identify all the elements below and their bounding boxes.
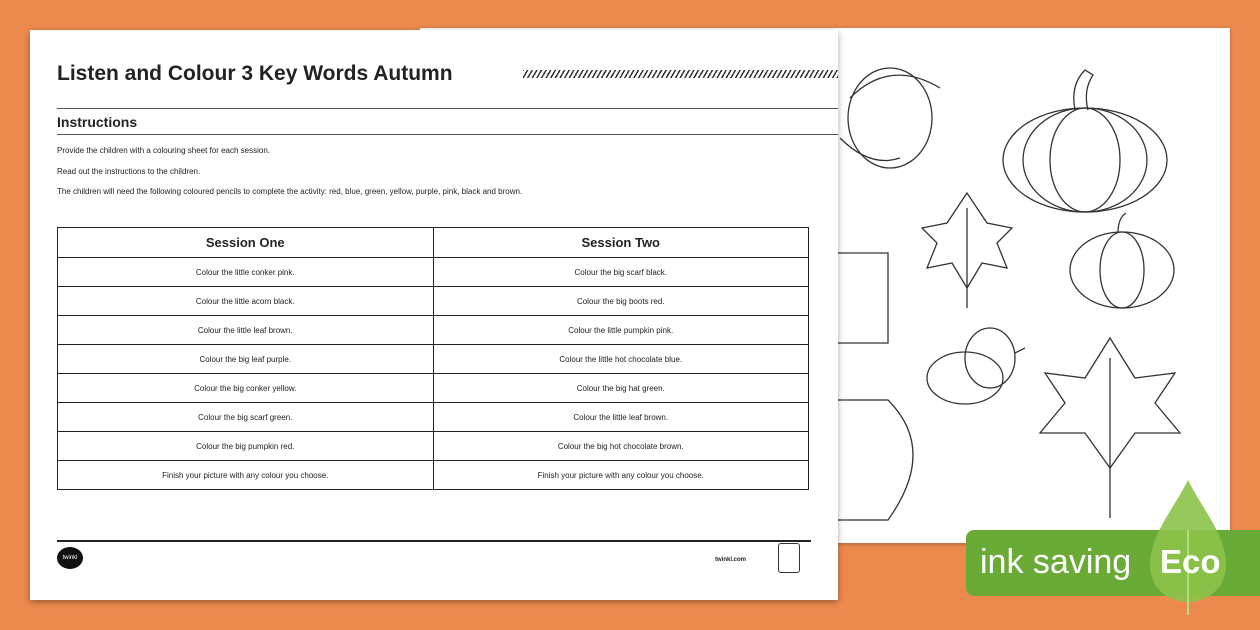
cell: Finish your picture with any colour you choose.	[58, 461, 434, 490]
title-hatch-decoration	[523, 70, 838, 78]
cell: Finish your picture with any colour you choose.	[433, 461, 809, 490]
cell: Colour the big leaf purple.	[58, 345, 434, 374]
small-pumpkin-drawing	[1070, 213, 1174, 308]
cell: Colour the little leaf brown.	[58, 316, 434, 345]
cell: Colour the big pumpkin red.	[58, 432, 434, 461]
cell: Colour the little acorn black.	[58, 287, 434, 316]
instruction-line: The children will need the following coloured pencils to complete the activity: red, blue, green, yellow, purple, pink, black and brown.	[57, 187, 523, 196]
instructions-heading: Instructions	[57, 114, 138, 130]
header-session-one: Session One	[58, 228, 434, 258]
cell: Colour the little pumpkin pink.	[433, 316, 809, 345]
big-pumpkin-drawing	[1003, 70, 1167, 212]
table-header-row	[58, 228, 809, 258]
cell: Colour the big scarf black.	[433, 258, 809, 287]
table-row	[58, 461, 809, 490]
acorn-drawing-small	[927, 328, 1025, 404]
cell: Colour the big conker yellow.	[58, 374, 434, 403]
instructions-page	[30, 30, 838, 600]
table-row	[58, 432, 809, 461]
cell: Colour the big boots red.	[433, 287, 809, 316]
instruction-line: Provide the children with a colouring sheet for each session.	[57, 146, 271, 155]
quality-badge-icon	[778, 543, 800, 573]
table-row	[58, 258, 809, 287]
cell: Colour the little conker pink.	[58, 258, 434, 287]
table-row	[58, 287, 809, 316]
instruction-line: Read out the instructions to the children.	[57, 167, 201, 176]
sessions-table	[57, 227, 809, 490]
conker-drawing	[838, 400, 913, 520]
cell: Colour the big hot chocolate brown.	[433, 432, 809, 461]
cell: Colour the little hot chocolate blue.	[433, 345, 809, 374]
table-row	[58, 316, 809, 345]
cell: Colour the big hat green.	[433, 374, 809, 403]
boot-drawing	[838, 253, 888, 343]
divider	[57, 134, 838, 135]
divider	[57, 108, 838, 109]
page-title: Listen and Colour 3 Key Words Autumn	[57, 62, 453, 85]
footer-site: twinkl.com	[715, 557, 747, 563]
table-row	[58, 374, 809, 403]
twinkl-logo: twinkl	[57, 547, 83, 569]
small-maple-leaf-drawing	[922, 193, 1012, 308]
ink-saving-label: ink saving	[980, 543, 1132, 581]
cell: Colour the little leaf brown.	[433, 403, 809, 432]
table-row	[58, 345, 809, 374]
footer-divider	[57, 540, 811, 542]
cell: Colour the big scarf green.	[58, 403, 434, 432]
table-row	[58, 403, 809, 432]
acorn-drawing-top	[840, 68, 940, 168]
header-session-two: Session Two	[433, 228, 809, 258]
eco-label: Eco	[1160, 543, 1221, 580]
